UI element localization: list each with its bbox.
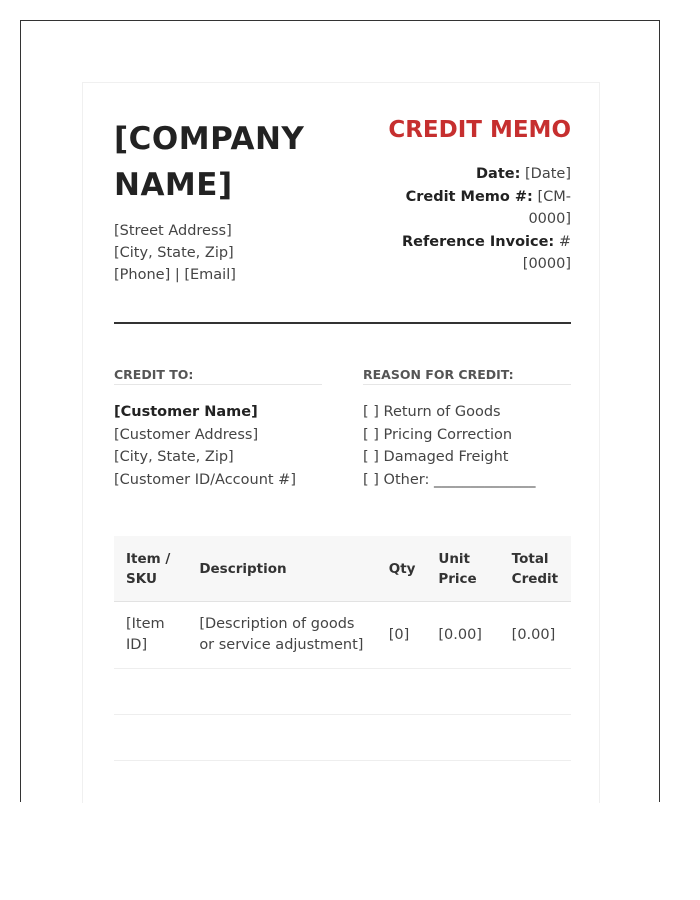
- col-header-description: Description: [187, 536, 376, 602]
- company-city: [City, State, Zip]: [114, 245, 234, 261]
- header-divider: [114, 322, 571, 324]
- reference-invoice: [371, 231, 571, 276]
- company-street: [Street Address]: [114, 223, 232, 239]
- credit-to-heading: CREDIT TO:: [114, 367, 322, 385]
- items-table: [114, 536, 571, 761]
- cell-description: [Description of goods or service adjustment]: [187, 602, 376, 669]
- date-value: [Date]: [525, 166, 571, 182]
- reason-option-pricing[interactable]: [ ] Pricing Correction: [363, 426, 513, 443]
- reason-options: [363, 401, 535, 491]
- customer-address: [Customer Address]: [114, 426, 259, 443]
- memo-title: CREDIT MEMO: [388, 117, 571, 143]
- table-row-empty: [114, 715, 571, 761]
- cell-item: [Item ID]: [114, 602, 187, 669]
- reason-option-damaged[interactable]: [ ] Damaged Freight: [363, 449, 509, 465]
- reason-option-return[interactable]: [ ] Return of Goods: [363, 404, 501, 420]
- cell-unit-price: [0.00]: [426, 602, 499, 669]
- customer-name: [Customer Name]: [114, 404, 258, 420]
- memo-meta: [371, 163, 571, 276]
- reason-heading: REASON FOR CREDIT:: [363, 367, 571, 385]
- col-header-item: Item / SKU: [114, 536, 187, 602]
- table-row-empty: [114, 669, 571, 715]
- credit-memo-sheet: [82, 82, 600, 803]
- reason-option-other[interactable]: [ ] Other: ______________: [363, 471, 536, 488]
- table-row: [114, 602, 571, 669]
- customer-account: [Customer ID/Account #]: [114, 471, 296, 488]
- col-header-unit-price: Unit Price: [426, 536, 499, 602]
- table-header-row: [114, 536, 571, 602]
- memo-date: [371, 163, 571, 186]
- reference-invoice-value: #[0000]: [522, 233, 571, 272]
- reference-invoice-label: Reference Invoice:: [401, 233, 555, 250]
- col-header-total-credit: Total Credit: [500, 536, 571, 602]
- company-contact: [Phone] | [Email]: [114, 267, 236, 283]
- customer-city: [City, State, Zip]: [114, 449, 234, 465]
- page-frame: [20, 20, 660, 802]
- customer-block: [114, 401, 296, 491]
- cell-total-credit: [0.00]: [500, 602, 571, 669]
- memo-number: [371, 186, 571, 231]
- cell-qty: [0]: [377, 602, 427, 669]
- company-address-block: [114, 220, 236, 286]
- memo-number-label: Credit Memo #:: [405, 188, 533, 205]
- col-header-qty: Qty: [377, 536, 427, 602]
- memo-number-value: [CM-0000]: [528, 188, 571, 227]
- company-name: [COMPANY NAME]: [114, 121, 305, 203]
- date-label: Date:: [476, 166, 521, 182]
